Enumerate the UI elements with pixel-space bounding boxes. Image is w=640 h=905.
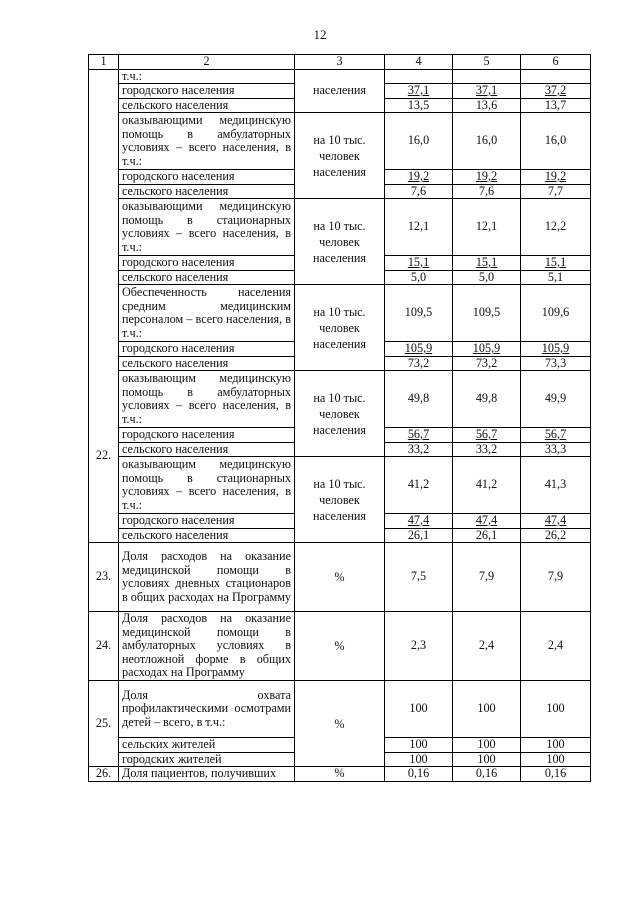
indicator-name: сельского населения [119, 98, 295, 113]
table-row [89, 543, 591, 612]
value-cell: 0,16 [453, 767, 521, 782]
indicator-name: сельского населения [119, 528, 295, 543]
value-cell: 5,0 [385, 270, 453, 285]
header-cell: 1 [89, 55, 119, 70]
value-cell: 15,1 [453, 256, 521, 271]
unit-cell: на 10 тыс. человек населения [295, 199, 385, 285]
value-cell: 100 [385, 738, 453, 753]
value-cell: 56,7 [385, 428, 453, 443]
value-cell: 19,2 [521, 170, 591, 185]
table-row [89, 612, 591, 681]
value-cell: 26,1 [453, 528, 521, 543]
unit-cell: населения [295, 69, 385, 113]
value-cell: 7,5 [385, 543, 453, 612]
unit-cell: на 10 тыс. человек населения [295, 285, 385, 371]
table-row [89, 371, 591, 428]
value-cell: 109,5 [385, 285, 453, 342]
value-cell: 2,4 [521, 612, 591, 681]
value-cell: 5,0 [453, 270, 521, 285]
unit-cell: % [295, 681, 385, 767]
value-cell [385, 69, 453, 84]
indicator-name: сельского населения [119, 356, 295, 371]
value-cell: 19,2 [385, 170, 453, 185]
row-number: 22. [89, 69, 119, 543]
unit-cell: % [295, 612, 385, 681]
indicator-name: т.ч.: [119, 69, 295, 84]
value-cell: 7,9 [453, 543, 521, 612]
value-cell: 109,5 [453, 285, 521, 342]
indicator-name: Доля расходов на оказание медицинской помощи в амбулаторных условиях в неотложной форме в общих расходах на Программу [119, 612, 295, 681]
header-cell: 4 [385, 55, 453, 70]
value-cell: 26,2 [521, 528, 591, 543]
indicator-name: оказывающим медицинскую помощь в стационарных условиях – всего населения, в т.ч.: [119, 457, 295, 514]
value-cell: 56,7 [521, 428, 591, 443]
value-cell: 7,9 [521, 543, 591, 612]
value-cell: 47,4 [453, 514, 521, 529]
value-cell: 37,2 [521, 84, 591, 99]
value-cell [453, 69, 521, 84]
value-cell: 41,2 [453, 457, 521, 514]
value-cell: 105,9 [521, 342, 591, 357]
indicator-name: оказывающими медицинскую помощь в амбулаторных условиях – всего населения, в т.ч.: [119, 113, 295, 170]
header-cell: 2 [119, 55, 295, 70]
table-row [89, 113, 591, 170]
value-cell: 15,1 [521, 256, 591, 271]
row-number: 23. [89, 543, 119, 612]
indicator-name: городского населения [119, 256, 295, 271]
table-row [89, 285, 591, 342]
value-cell: 100 [385, 681, 453, 738]
value-cell: 100 [521, 681, 591, 738]
indicator-name: городского населения [119, 170, 295, 185]
value-cell: 19,2 [453, 170, 521, 185]
unit-cell: % [295, 767, 385, 782]
table-row [89, 767, 591, 782]
indicator-name: Доля расходов на оказание медицинской помощи в условиях дневных стационаров в общих расходах на Программу [119, 543, 295, 612]
value-cell: 16,0 [385, 113, 453, 170]
indicator-name: оказывающим медицинскую помощь в амбулаторных условиях – всего населения, в т.ч.: [119, 371, 295, 428]
value-cell: 56,7 [453, 428, 521, 443]
table-row [89, 457, 591, 514]
value-cell: 49,8 [385, 371, 453, 428]
indicator-name: городского населения [119, 428, 295, 443]
value-cell: 13,6 [453, 98, 521, 113]
value-cell: 105,9 [453, 342, 521, 357]
value-cell: 33,2 [385, 442, 453, 457]
indicator-name: городского населения [119, 84, 295, 99]
value-cell: 100 [453, 681, 521, 738]
value-cell: 12,1 [385, 199, 453, 256]
value-cell: 13,7 [521, 98, 591, 113]
table-row [89, 681, 591, 738]
value-cell [521, 69, 591, 84]
page-number: 12 [313, 27, 327, 42]
value-cell: 15,1 [385, 256, 453, 271]
value-cell: 105,9 [385, 342, 453, 357]
value-cell: 12,2 [521, 199, 591, 256]
value-cell: 16,0 [453, 113, 521, 170]
indicator-name: Доля пациентов, получивших [119, 767, 295, 782]
header-cell: 6 [521, 55, 591, 70]
value-cell: 100 [521, 738, 591, 753]
unit-cell: на 10 тыс. человек населения [295, 113, 385, 199]
value-cell: 13,5 [385, 98, 453, 113]
value-cell: 2,4 [453, 612, 521, 681]
value-cell: 7,6 [385, 184, 453, 199]
value-cell: 7,7 [521, 184, 591, 199]
value-cell: 37,1 [453, 84, 521, 99]
value-cell: 100 [453, 738, 521, 753]
value-cell: 12,1 [453, 199, 521, 256]
value-cell: 2,3 [385, 612, 453, 681]
value-cell: 33,2 [453, 442, 521, 457]
table-header-row [89, 55, 591, 70]
indicator-name: сельского населения [119, 270, 295, 285]
value-cell: 100 [385, 752, 453, 767]
indicator-name: Обеспеченность населения средним медицинским персоналом – всего населения, в т.ч.: [119, 285, 295, 342]
indicator-name: городского населения [119, 342, 295, 357]
indicator-name: городского населения [119, 514, 295, 529]
indicator-name: Доля охвата профилактическими осмотрами детей – всего, в т.ч.: [119, 681, 295, 738]
table-row [89, 199, 591, 256]
value-cell: 109,6 [521, 285, 591, 342]
value-cell: 41,3 [521, 457, 591, 514]
value-cell: 47,4 [385, 514, 453, 529]
header-cell: 3 [295, 55, 385, 70]
indicator-name: оказывающими медицинскую помощь в стационарных условиях – всего населения, в т.ч.: [119, 199, 295, 256]
row-number: 26. [89, 767, 119, 782]
indicator-name: сельского населения [119, 442, 295, 457]
value-cell: 26,1 [385, 528, 453, 543]
row-number: 25. [89, 681, 119, 767]
value-cell: 49,8 [453, 371, 521, 428]
value-cell: 37,1 [385, 84, 453, 99]
unit-cell: на 10 тыс. человек населения [295, 371, 385, 457]
value-cell: 16,0 [521, 113, 591, 170]
indicator-name: городских жителей [119, 752, 295, 767]
value-cell: 100 [453, 752, 521, 767]
value-cell: 0,16 [521, 767, 591, 782]
value-cell: 47,4 [521, 514, 591, 529]
value-cell: 100 [521, 752, 591, 767]
value-cell: 73,2 [385, 356, 453, 371]
unit-cell: % [295, 543, 385, 612]
value-cell: 0,16 [385, 767, 453, 782]
indicator-name: сельского населения [119, 184, 295, 199]
row-number: 24. [89, 612, 119, 681]
value-cell: 41,2 [385, 457, 453, 514]
value-cell: 73,2 [453, 356, 521, 371]
table-row [89, 69, 591, 84]
indicators-table [88, 54, 591, 782]
unit-cell: на 10 тыс. человек населения [295, 457, 385, 543]
value-cell: 7,6 [453, 184, 521, 199]
value-cell: 73,3 [521, 356, 591, 371]
value-cell: 49,9 [521, 371, 591, 428]
header-cell: 5 [453, 55, 521, 70]
value-cell: 5,1 [521, 270, 591, 285]
indicator-name: сельских жителей [119, 738, 295, 753]
value-cell: 33,3 [521, 442, 591, 457]
